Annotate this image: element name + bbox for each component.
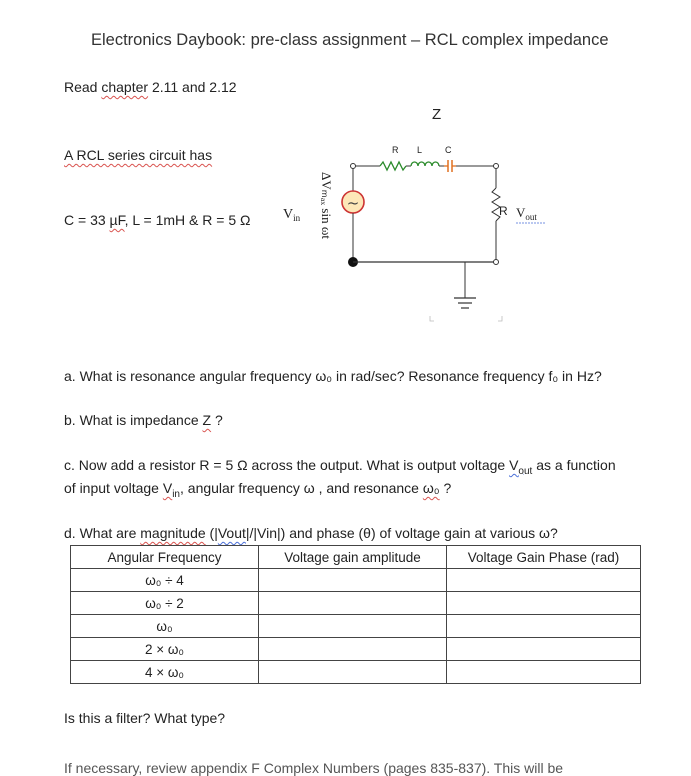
vin-term: $V_{in}$ — [162, 480, 180, 500]
reading-word: chapter — [101, 79, 149, 95]
header-angular-frequency: Angular Frequency — [71, 546, 259, 569]
question-b: b. What is impedance Z ? — [64, 412, 223, 428]
amplitude-cell[interactable] — [259, 638, 447, 661]
terminal-bottom-right — [494, 260, 499, 265]
row-frequency: ω₀ ÷ 4 — [71, 569, 259, 592]
question-c-line2: of input voltage $V_{in}$, angular frequency ω , and resonance ω₀ ? — [64, 480, 452, 500]
intro-text: A RCL series circuit has — [64, 147, 213, 163]
table-header-row — [71, 546, 641, 569]
phase-cell[interactable] — [447, 661, 641, 684]
header-gain-phase: Voltage Gain Phase (rad) — [447, 546, 641, 569]
w0-term: ω₀ — [422, 480, 440, 496]
impedance-z: Z — [202, 412, 212, 428]
param-rest: , L = 1mH & R = 5 Ω — [124, 212, 251, 228]
reading-prefix: Read — [64, 79, 102, 95]
table-row — [71, 615, 641, 638]
phase-cell[interactable] — [447, 569, 641, 592]
vin-label: $V_{in}$ — [283, 207, 301, 223]
footer-note: If necessary, review appendix F Complex Numbers (pages 835-837). This will be — [64, 760, 564, 776]
amplitude-cell[interactable] — [259, 615, 447, 638]
crop-mark — [498, 316, 502, 321]
vout-term: $V_{out}$ — [509, 457, 533, 477]
param-uf: µF — [109, 212, 125, 228]
z-label: Z — [432, 106, 442, 123]
filter-question: Is this a filter? What type? — [64, 710, 226, 726]
question-c-line1: c. Now add a resistor R = 5 Ω across the output. What is output voltage $V_{out}$ as a function — [64, 457, 616, 477]
table-row — [71, 638, 641, 661]
question-d: d. What are magnitude (|Vout|/|Vin|) and phase (θ) of voltage gain at various ω? — [64, 525, 558, 541]
page-title: Electronics Daybook: pre-class assignment – RCL complex impedance — [91, 31, 609, 49]
source-expression: ΔVₘₐₓ sin ωt — [319, 172, 334, 240]
reading-rest: 2.11 and 2.12 — [148, 79, 237, 95]
c-label: C — [445, 145, 452, 155]
phase-cell[interactable] — [447, 592, 641, 615]
r-series-label: R — [392, 145, 399, 155]
phase-cell[interactable] — [447, 615, 641, 638]
param-c: C = 33 — [64, 212, 110, 228]
ac-source-symbol: ~ — [346, 194, 360, 212]
reading-assignment — [64, 79, 237, 95]
row-frequency: 2 × ω₀ — [71, 638, 259, 661]
terminal-top-left — [351, 164, 356, 169]
rcl-circuit-diagram — [270, 98, 537, 333]
component-values — [64, 212, 251, 228]
terminal-top-right — [494, 164, 499, 169]
vout-ratio-term: Vout — [217, 525, 246, 541]
amplitude-cell[interactable] — [259, 592, 447, 615]
r-output-label: R — [499, 204, 508, 218]
magnitude-term: magnitude — [140, 525, 206, 541]
row-frequency: ω₀ — [71, 615, 259, 638]
vout-label: $V_{out}$ — [516, 205, 537, 222]
header-gain-amplitude: Voltage gain amplitude — [259, 546, 447, 569]
phase-cell[interactable] — [447, 638, 641, 661]
row-frequency: 4 × ω₀ — [71, 661, 259, 684]
amplitude-cell[interactable] — [259, 661, 447, 684]
amplitude-cell[interactable] — [259, 569, 447, 592]
gain-table — [70, 545, 641, 684]
resistor-series — [380, 162, 406, 170]
row-frequency: ω₀ ÷ 2 — [71, 592, 259, 615]
circuit-intro — [64, 147, 212, 163]
inductor — [411, 162, 439, 166]
table-row — [71, 592, 641, 615]
question-a: a. What is resonance angular frequency ω₀ in rad/sec? Resonance frequency f₀ in Hz? — [64, 368, 602, 384]
table-row — [71, 569, 641, 592]
l-label: L — [417, 145, 423, 155]
table-row — [71, 661, 641, 684]
crop-mark — [430, 316, 434, 321]
